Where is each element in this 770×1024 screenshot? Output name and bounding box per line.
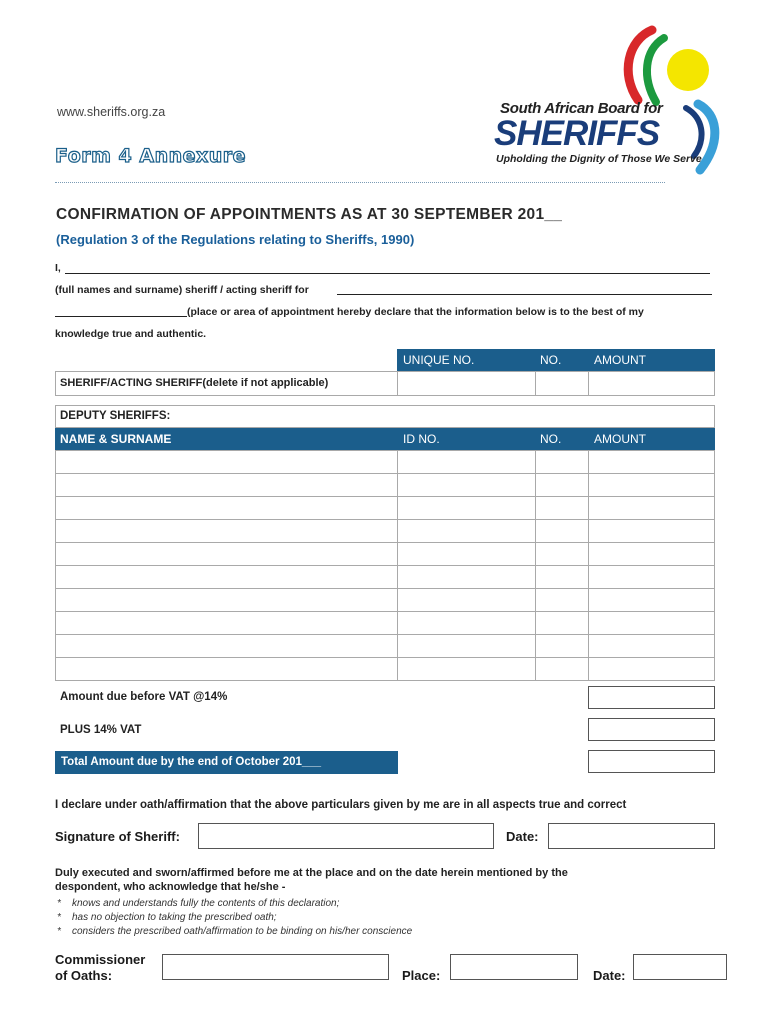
amount-before-vat-box[interactable] <box>588 686 715 709</box>
deputy-name-cell[interactable] <box>55 542 398 566</box>
col-amount: AMOUNT <box>594 353 646 367</box>
sheriff-unique-cell[interactable] <box>397 371 536 396</box>
bullet-3: considers the prescribed oath/affirmation to be binding on his/her conscience <box>72 926 413 937</box>
deputy-name-cell[interactable] <box>55 611 398 635</box>
signature-label: Signature of Sheriff: <box>55 829 180 844</box>
deputy-id-cell[interactable] <box>397 496 536 520</box>
col-amount-2: AMOUNT <box>594 432 646 446</box>
logo-board-text: South African Board for <box>500 100 663 117</box>
full-name-line[interactable] <box>65 273 710 274</box>
sheriff-no-cell[interactable] <box>535 371 589 396</box>
total-amount-box[interactable] <box>588 750 715 773</box>
sheriff-for-line[interactable] <box>337 294 712 295</box>
deputy-name-cell[interactable] <box>55 657 398 681</box>
deputy-no-cell[interactable] <box>535 657 589 681</box>
deputy-no-cell[interactable] <box>535 496 589 520</box>
col-no: NO. <box>540 353 562 367</box>
vat-box[interactable] <box>588 718 715 741</box>
date-field[interactable] <box>548 823 715 849</box>
deputy-no-cell[interactable] <box>535 473 589 497</box>
deputy-id-cell[interactable] <box>397 565 536 589</box>
bullet-mark-3: * <box>57 926 61 937</box>
deputy-id-cell[interactable] <box>397 542 536 566</box>
commissioner-label-1: Commissioner <box>55 952 146 967</box>
commissioner-field[interactable] <box>162 954 389 980</box>
bullet-2: has no objection to taking the prescribed oath; <box>72 912 277 923</box>
deputy-no-cell[interactable] <box>535 450 589 474</box>
header-divider <box>55 182 665 183</box>
deputy-id-cell[interactable] <box>397 519 536 543</box>
deputy-no-cell[interactable] <box>535 588 589 612</box>
place-label: Place: <box>402 968 441 983</box>
deputy-amount-cell[interactable] <box>588 588 715 612</box>
deputy-amount-cell[interactable] <box>588 542 715 566</box>
amount-before-vat-label: Amount due before VAT @14% <box>60 691 228 703</box>
col-name-surname: NAME & SURNAME <box>60 432 172 446</box>
deputy-no-cell[interactable] <box>535 634 589 658</box>
deputy-no-cell[interactable] <box>535 542 589 566</box>
knowledge-text: knowledge true and authentic. <box>55 328 207 340</box>
oath-declaration: I declare under oath/affirmation that the above particulars given by me are in all aspects true and correct <box>55 799 627 811</box>
bullet-1: knows and understands fully the contents of this declaration; <box>72 898 340 909</box>
deputy-id-cell[interactable] <box>397 611 536 635</box>
col-unique-no: UNIQUE NO. <box>403 353 475 367</box>
deputy-no-cell[interactable] <box>535 519 589 543</box>
deputy-name-cell[interactable] <box>55 588 398 612</box>
deputy-amount-cell[interactable] <box>588 496 715 520</box>
col-id-no: ID NO. <box>403 432 440 446</box>
deputy-name-cell[interactable] <box>55 496 398 520</box>
date-label: Date: <box>506 829 539 844</box>
logo-tagline: Upholding the Dignity of Those We Serve <box>496 153 702 165</box>
vat-label: PLUS 14% VAT <box>60 724 142 736</box>
date2-label: Date: <box>593 968 626 983</box>
duly-text-2: despondent, who acknowledge that he/she - <box>55 881 286 893</box>
deputy-name-cell[interactable] <box>55 450 398 474</box>
deputy-amount-cell[interactable] <box>588 634 715 658</box>
sheriff-amount-cell[interactable] <box>588 371 715 396</box>
deputy-id-cell[interactable] <box>397 657 536 681</box>
page-title: CONFIRMATION OF APPOINTMENTS AS AT 30 SEPTEMBER 201__ <box>56 206 563 223</box>
deputy-amount-cell[interactable] <box>588 450 715 474</box>
signature-field[interactable] <box>198 823 494 849</box>
deputy-name-cell[interactable] <box>55 565 398 589</box>
commissioner-label-2: of Oaths: <box>55 968 113 983</box>
website-url: www.sheriffs.org.za <box>57 105 166 119</box>
deputy-amount-cell[interactable] <box>588 611 715 635</box>
deputy-name-cell[interactable] <box>55 519 398 543</box>
page-subtitle: (Regulation 3 of the Regulations relating to Sheriffs, 1990) <box>56 232 415 247</box>
deputy-name-cell[interactable] <box>55 473 398 497</box>
deputy-sheriffs-title: DEPUTY SHERIFFS: <box>60 410 171 422</box>
deputy-amount-cell[interactable] <box>588 519 715 543</box>
deputy-amount-cell[interactable] <box>588 565 715 589</box>
deputy-id-cell[interactable] <box>397 588 536 612</box>
col-no-2: NO. <box>540 432 562 446</box>
deputy-id-cell[interactable] <box>397 450 536 474</box>
place-field[interactable] <box>450 954 578 980</box>
bullet-mark-2: * <box>57 912 61 923</box>
total-amount-label: Total Amount due by the end of October 201___ <box>61 756 322 768</box>
deputy-id-cell[interactable] <box>397 634 536 658</box>
deputy-name-cell[interactable] <box>55 634 398 658</box>
deputy-no-cell[interactable] <box>535 611 589 635</box>
duly-text-1: Duly executed and sworn/affirmed before me at the place and on the date herein mentioned by the <box>55 867 568 879</box>
deputy-no-cell[interactable] <box>535 565 589 589</box>
logo-sheriffs-text: SHERIFFS <box>494 114 660 153</box>
deputy-amount-cell[interactable] <box>588 657 715 681</box>
sheriff-row-label: SHERIFF/ACTING SHERIFF(delete if not applicable) <box>60 377 329 389</box>
place-line[interactable] <box>55 316 187 317</box>
form-title: Form 4 Annexure <box>55 145 247 167</box>
deputy-amount-cell[interactable] <box>588 473 715 497</box>
bullet-mark-1: * <box>57 898 61 909</box>
place-text: (place or area of appointment hereby declare that the information below is to the best of my <box>187 306 644 318</box>
i-label: I, <box>55 262 61 274</box>
deputy-id-cell[interactable] <box>397 473 536 497</box>
full-names-text: (full names and surname) sheriff / acting sheriff for <box>55 284 309 296</box>
date2-field[interactable] <box>633 954 727 980</box>
